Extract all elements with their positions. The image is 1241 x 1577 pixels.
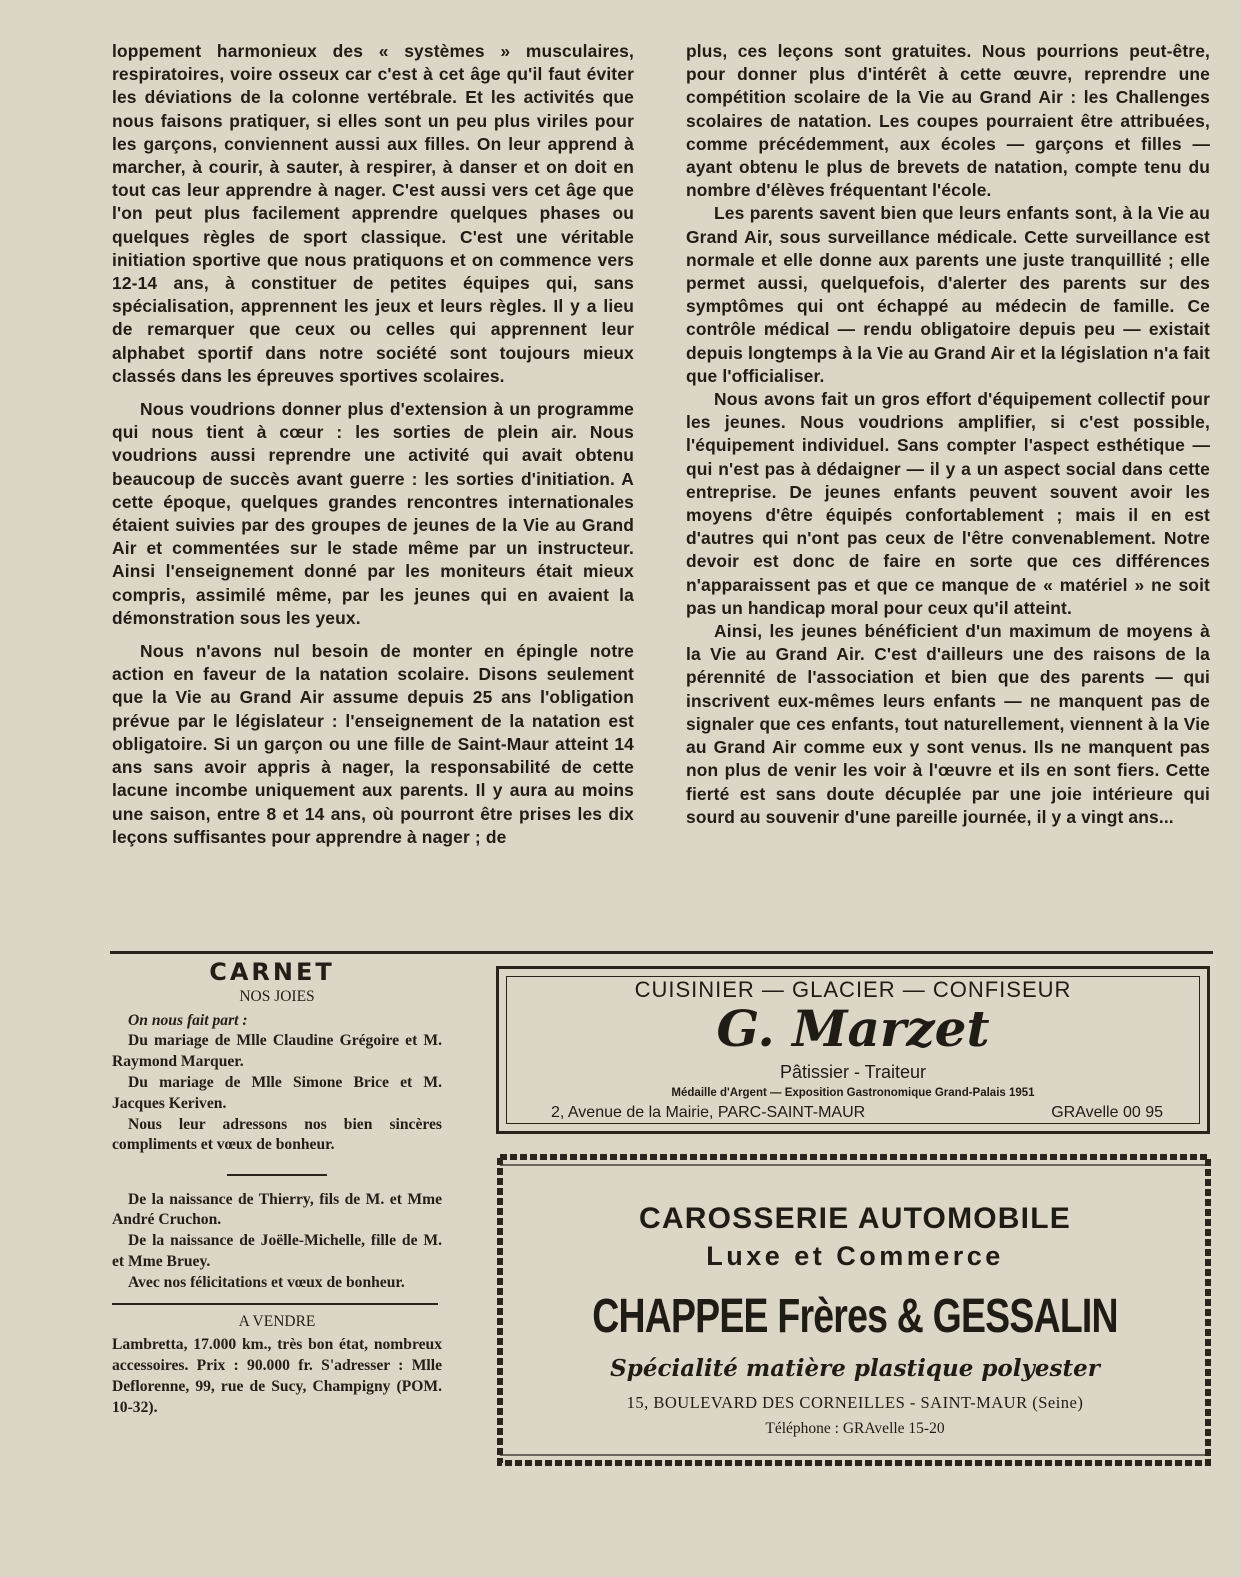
- ad-phone: GRAvelle 00 95: [1051, 1104, 1163, 1121]
- section-divider: [110, 951, 1213, 954]
- carnet-title: CARNET: [209, 958, 335, 986]
- carnet-entry: De la naissance de Joëlle-Michelle, fille de M. et Mme Bruey.: [112, 1232, 442, 1271]
- carnet-entry: Nous leur adressons nos bien sincères compliments et vœux de bonheur.: [112, 1115, 442, 1154]
- carnet-section: [112, 958, 442, 1419]
- ad-company-name: CHAPPEE Frères & GESSALIN: [592, 1290, 1118, 1343]
- article-paragraph: Ainsi, les jeunes bénéficient d'un maximum de moyens à la Vie au Grand Air. C'est d'ailleurs une des raisons de la pérennité de l'association et bien que des parents — qui inscrivent eux-mêmes leurs enfants — ne manquent pas de signaler que ces enfants, tout naturellement, viennent à la Vie au Grand Air comme eux y sont venus. Ils ne manquent pas non plus de venir les voir à l'œuvre et ils en sont fiers. Cette fierté est sans doute décuplée par une joie intérieure qui sourd au souvenir d'une pareille journée, il y a vingt ans...: [686, 621, 1210, 827]
- ad-subtitle: Pâtissier - Traiteur: [779, 1062, 927, 1082]
- article-paragraph: Les parents savent bien que leurs enfants sont, à la Vie au Grand Air, sous surveillance médicale. Cette surveillance est normale et elle donne aux parents une juste tranquillité ; elle permet aussi, quelquefois, d'alerter des parents sur des symptômes qui ont échappé au médecin de famille. Ce contrôle médical — rendu obligatoire depuis peu — existait depuis longtemps à la Vie au Grand Air et la législation n'a fait que l'officialiser.: [686, 203, 1210, 386]
- chappee-advertisement: [496, 1153, 1214, 1469]
- article-paragraph: Nous n'avons nul besoin de monter en épingle notre action en faveur de la natation scolaire. Disons seulement que la Vie au Grand Air assume depuis 25 ans l'obligation prévue par le législateur : l'enseignement de la natation est obligatoire. Si un garçon ou une fille de Saint-Maur atteint 14 ans sans avoir appris à nager, la responsabilité de cette lacune incombe uniquement aux parents. Il y aura au moins une saison, entre 8 et 14 ans, où pourront être prises les dix leçons suffisantes pour apprendre à nager ; de: [112, 641, 634, 847]
- article-paragraph: Nous avons fait un gros effort d'équipement collectif pour les jeunes. Nous voudrions amplifier, si c'est possible, l'équipement individuel. Sans compter l'aspect esthétique — qui n'est pas à dédaigner — il y a un aspect social dans cette entreprise. De jeunes enfants peuvent souvent avoir les moyens d'être équipés confortablement ; mais il en est d'autres qui n'ont pas ceux de l'être convenablement. Notre devoir est donc de faire en sorte que ces différences n'apparaissent pas et que ce manque de « matériel » ne soit pas un handicap moral pour ceux qu'il atteint.: [686, 389, 1210, 618]
- ad-medal-note: Médaille d'Argent — Exposition Gastronomique Grand-Palais 1951: [671, 1087, 1035, 1099]
- article-left-column: [112, 40, 634, 849]
- article-paragraph: loppement harmonieux des « systèmes » musculaires, respiratoires, voire osseux car c'est à cet âge qu'il faut éviter les déviations de la colonne vertébrale. Et les activités que nous faisons pratiquer, si elles sont un peu plus viriles pour les garçons, conviennent aussi aux filles. On leur apprend à marcher, à courir, à sauter, à respirer, à danser et on doit en tout cas leur apprendre à nager. C'est aussi vers cet âge que l'on peut plus facilement apprendre quelques phases ou quelques règles de sport classique. C'est une véritable initiation sportive que nous pratiquons et on commence vers 12-14 ans, à constituer de petites équipes qui, sans spécialisation, apprennent les jeux et leurs règles. Il y a lieu de remarquer que ceux ou celles qui apprennent leur alphabet sportif dans notre société sont toujours mieux classés dans les épreuves sportives scolaires.: [112, 41, 634, 386]
- article-paragraph: Nous voudrions donner plus d'extension à un programme qui nous tient à cœur : les sorties de plein air. Nous voudrions aussi reprendre une activité qui avait obtenu beaucoup de succès avant guerre : les sorties d'initiation. A cette époque, quelques grandes rencontres internationales étaient suivies par des groupes de jeunes de la Vie au Grand Air et commentées sur le stade même par un instructeur. Ainsi l'enseignement donné par les moniteurs était mieux compris, assimilé même, par les jeunes qui en avaient la démonstration sous les yeux.: [112, 399, 634, 628]
- carnet-entry: Du mariage de Mlle Simone Brice et M. Jacques Keriven.: [112, 1073, 442, 1112]
- carnet-intro: On nous fait part :: [128, 1011, 248, 1029]
- carnet-divider: [112, 1303, 438, 1305]
- marzet-advertisement: [496, 966, 1210, 1134]
- carnet-entry: Avec nos félicitations et vœux de bonheur.: [128, 1273, 405, 1291]
- short-divider: [227, 1174, 327, 1176]
- ad-address: 2, Avenue de la Mairie, PARC-SAINT-MAUR: [551, 1104, 866, 1121]
- ad-phone: Téléphone : GRAvelle 15-20: [765, 1420, 945, 1437]
- ad-headline: CAROSSERIE AUTOMOBILE: [639, 1202, 1071, 1235]
- article-right-column: [686, 40, 1210, 829]
- ad-shop-name: G. Marzet: [716, 999, 990, 1058]
- ad-address: 15, BOULEVARD DES CORNEILLES - SAINT-MAUR (Seine): [626, 1393, 1084, 1412]
- vendre-heading: A VENDRE: [238, 1312, 316, 1330]
- ad-specialty: Spécialité matière plastique polyester: [610, 1355, 1100, 1382]
- carnet-entry: De la naissance de Thierry, fils de M. et Mme André Cruchon.: [112, 1190, 442, 1229]
- article-paragraph: plus, ces leçons sont gratuites. Nous pourrions peut-être, pour donner plus d'intérêt à cette œuvre, reprendre une compétition scolaire de la Vie au Grand Air : les Challenges scolaires de natation. Les coupes pourraient être attribuées, comme précédemment, aux écoles — garçons et filles — ayant obtenu le plus de brevets de natation, compte tenu du nombre d'élèves fréquentant l'école.: [686, 41, 1210, 201]
- vendre-text: Lambretta, 17.000 km., très bon état, nombreux accessoires. Prix : 90.000 fr. S'adresser : Mlle Deflorenne, 99, rue de Sucy, Champigny (POM. 10-32).: [112, 1336, 442, 1416]
- ad-trades: CUISINIER — GLACIER — CONFISEUR: [634, 977, 1072, 1002]
- carnet-entry: Du mariage de Mlle Claudine Grégoire et M. Raymond Marquer.: [112, 1032, 442, 1071]
- joies-heading: NOS JOIES: [239, 987, 315, 1005]
- ad-subheadline: Luxe et Commerce: [706, 1241, 1004, 1271]
